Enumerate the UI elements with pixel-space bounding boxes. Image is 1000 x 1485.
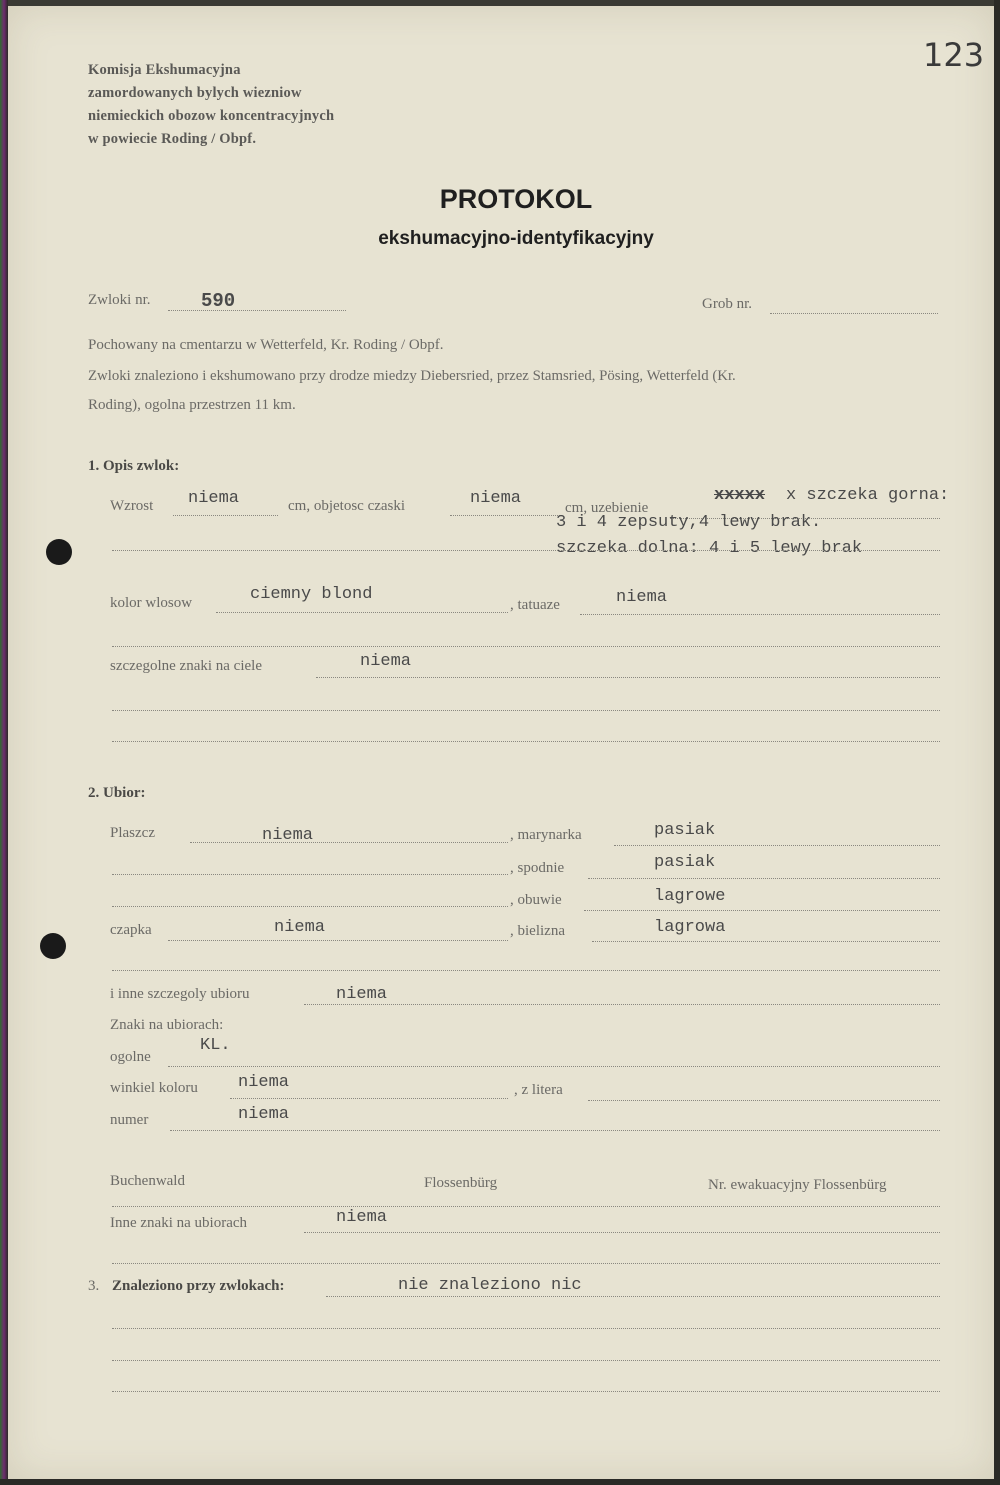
section-3-number: 3. xyxy=(88,1278,100,1294)
obuwie-value: lagrowe xyxy=(654,887,726,906)
ewakuacyjny-label: Nr. ewakuacyjny Flossenbürg xyxy=(708,1177,887,1193)
plaszcz-dotted-line xyxy=(190,842,508,843)
flossenburg-label: Flossenbürg xyxy=(424,1175,498,1191)
spodnie-value: pasiak xyxy=(654,853,716,872)
uzebienie-struck-text: xxxxx xyxy=(714,486,766,505)
uzebienie-line-3: szczeka dolna: 4 i 5 lewy brak xyxy=(556,539,863,558)
marynarka-dotted-line xyxy=(614,845,940,846)
znaki-na-ciele-value: niema xyxy=(360,652,412,671)
plaszcz-label: Plaszcz xyxy=(110,825,155,841)
inne-znaki-dotted-line xyxy=(304,1232,940,1233)
section-3-dotted-line-2 xyxy=(112,1328,940,1329)
header-line-3: niemieckich obozow koncentracyjnych xyxy=(88,108,335,124)
zwloki-dotted-line xyxy=(168,310,346,311)
winkiel-dotted-line xyxy=(230,1098,508,1099)
marynarka-value: pasiak xyxy=(654,821,716,840)
znaleziono-text-line-2: Roding), ogolna przestrzen 11 km. xyxy=(88,397,296,413)
bielizna-label: , bielizna xyxy=(510,923,565,939)
kolor-wlosow-value: ciemny blond xyxy=(250,585,373,604)
inne-szczegoly-dotted-line xyxy=(304,1004,940,1005)
bielizna-dotted-line-2 xyxy=(112,970,940,971)
obozy-dotted-line xyxy=(112,1206,940,1207)
header-line-4: w powiecie Roding / Obpf. xyxy=(88,131,257,147)
numer-value: niema xyxy=(238,1105,290,1124)
spodnie-left-dotted-line xyxy=(112,874,508,875)
section-2-heading: 2. Ubior: xyxy=(88,785,146,801)
znaki-na-ubiorach-label: Znaki na ubiorach: xyxy=(110,1017,224,1033)
znaki-dotted-line-2 xyxy=(112,710,940,711)
litera-label: , z litera xyxy=(514,1082,563,1098)
header-line-1: Komisja Ekshumacyjna xyxy=(88,62,241,78)
plaszcz-value: niema xyxy=(262,826,314,845)
ogolne-label: ogolne xyxy=(110,1049,151,1065)
znaleziono-text-line-1: Zwloki znaleziono i ekshumowano przy drodze miedzy Diebersried, przez Stamsried, Pösing, Wetterfeld (Kr. xyxy=(88,368,736,384)
punch-hole-bottom xyxy=(40,933,66,959)
inne-znaki-label: Inne znaki na ubiorach xyxy=(110,1215,248,1231)
section-3-dotted-line xyxy=(326,1296,940,1297)
spodnie-dotted-line xyxy=(588,878,940,879)
uzebienie-line-2: 3 i 4 zepsuty,4 lewy brak. xyxy=(556,513,822,532)
kolor-wlosow-dotted-line xyxy=(216,612,508,613)
header-line-2: zamordowanych bylych wiezniow xyxy=(88,85,302,101)
scan-edge-left xyxy=(0,0,8,1485)
ogolne-value: KL. xyxy=(200,1036,231,1055)
inne-szczegoly-value: niema xyxy=(336,985,388,1004)
page-number: 123 xyxy=(923,36,985,74)
section-3-dotted-line-4 xyxy=(112,1391,940,1392)
tatuaze-dotted-line-2 xyxy=(112,646,940,647)
scan-edge-bottom xyxy=(0,1479,1000,1485)
numer-dotted-line xyxy=(170,1130,940,1131)
inne-znaki-dotted-line-2 xyxy=(112,1263,940,1264)
litera-dotted-line xyxy=(588,1100,940,1101)
czaszka-label: cm, objetosc czaski xyxy=(288,498,406,514)
inne-znaki-value: niema xyxy=(336,1208,388,1227)
zwloki-label: Zwloki nr. xyxy=(88,292,151,308)
znaki-na-ciele-dotted-line xyxy=(316,677,940,678)
document-title: PROTOKOL xyxy=(439,184,593,214)
tatuaze-value: niema xyxy=(616,588,668,607)
czapka-dotted-line xyxy=(168,940,508,941)
znaki-na-ciele-label: szczegolne znaki na ciele xyxy=(110,658,262,674)
grob-dotted-line xyxy=(770,313,938,314)
czapka-value: niema xyxy=(274,918,326,937)
czapka-label: czapka xyxy=(110,922,152,938)
tatuaze-dotted-line xyxy=(580,614,940,615)
wzrost-value: niema xyxy=(188,489,240,508)
marynarka-label: , marynarka xyxy=(510,827,582,843)
bielizna-value: lagrowa xyxy=(654,918,726,937)
scan-edge-right xyxy=(994,0,1000,1485)
obuwie-label: , obuwie xyxy=(510,892,562,908)
bielizna-dotted-line xyxy=(592,941,940,942)
pochowany-text: Pochowany na cmentarzu w Wetterfeld, Kr. Roding / Obpf. xyxy=(88,337,444,353)
section-3-value: nie znaleziono nic xyxy=(398,1276,582,1295)
document-page xyxy=(8,6,994,1479)
zwloki-value: 590 xyxy=(201,290,236,312)
section-3-dotted-line-3 xyxy=(112,1360,940,1361)
czaszka-value: niema xyxy=(470,489,522,508)
document-subtitle: ekshumacyjno-identyfikacyjny xyxy=(378,228,654,249)
section-3-heading: Znaleziono przy zwlokach: xyxy=(112,1278,285,1294)
wzrost-label: Wzrost xyxy=(110,498,154,514)
buchenwald-label: Buchenwald xyxy=(110,1173,185,1189)
czaszka-dotted-line xyxy=(450,515,562,516)
punch-hole-top xyxy=(46,539,72,565)
uzebienie-label: cm, uzebienie xyxy=(565,500,649,516)
inne-szczegoly-label: i inne szczegoly ubioru xyxy=(110,986,250,1002)
uzebienie-dotted-line-2 xyxy=(112,550,940,551)
winkiel-label: winkiel koloru xyxy=(110,1080,198,1096)
grob-label: Grob nr. xyxy=(702,296,752,312)
ogolne-dotted-line xyxy=(168,1066,940,1067)
kolor-wlosow-label: kolor wlosow xyxy=(110,595,193,611)
spodnie-label: , spodnie xyxy=(510,860,565,876)
section-1-heading: 1. Opis zwlok: xyxy=(88,458,180,474)
tatuaze-label: , tatuaze xyxy=(510,597,560,613)
wzrost-dotted-line xyxy=(173,515,278,516)
obuwie-dotted-line xyxy=(584,910,940,911)
numer-label: numer xyxy=(110,1112,149,1128)
winkiel-value: niema xyxy=(238,1073,290,1092)
uzebienie-line-1: x szczeka gorna: xyxy=(786,486,950,505)
obuwie-left-dotted-line xyxy=(112,906,508,907)
znaki-dotted-line-3 xyxy=(112,741,940,742)
